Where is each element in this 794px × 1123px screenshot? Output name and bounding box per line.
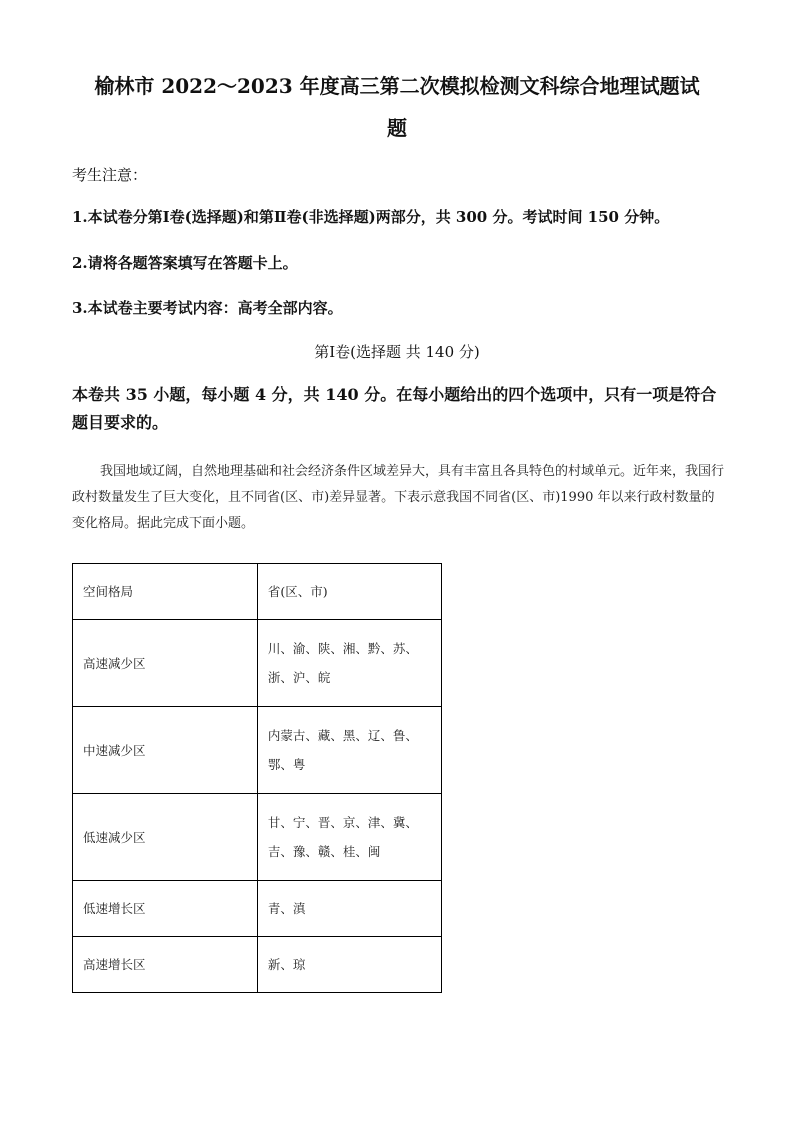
table-cell-pattern: 低速减少区	[73, 794, 258, 881]
table-cell-pattern: 中速减少区	[73, 707, 258, 794]
table-cell-provinces	[257, 620, 441, 707]
provinces-line: 川、渝、陕、湘、黔、苏、	[267, 641, 418, 656]
table-cell-pattern: 高速减少区	[73, 620, 258, 707]
reading-passage: 我国地域辽阔，自然地理基础和社会经济条件区域差异大，具有丰富且各具特色的村域单元。近年来，我国行政村数量发生了巨大变化，且不同省(区、市)差异显著。下表示意我国不同省(区、市)1990 年以来行政村数量的变化格局。据此完成下面小题。	[72, 464, 725, 531]
notice-item-2: 2.请将各题答案填写在答题卡上。	[72, 254, 298, 272]
provinces-line: 浙、沪、皖	[267, 670, 331, 685]
table-cell-provinces: 青、滇	[257, 881, 441, 937]
notice-heading: 考生注意：	[72, 166, 148, 184]
table-row	[73, 794, 442, 881]
table-row	[73, 937, 442, 993]
table-header-row	[73, 564, 442, 620]
table-row	[73, 881, 442, 937]
provinces-line: 吉、豫、赣、桂、闽	[267, 844, 381, 859]
provinces-line: 甘、宁、晋、京、津、冀、	[267, 815, 418, 830]
table-header-cell: 空间格局	[73, 564, 258, 620]
table-cell-pattern: 低速增长区	[73, 881, 258, 937]
document-title-line-2: 题	[387, 116, 407, 140]
notice-item-1: 1.本试卷分第Ⅰ卷(选择题)和第Ⅱ卷(非选择题)两部分，共 300 分。考试时间 150 分钟。	[72, 208, 670, 226]
provinces-line: 内蒙古、藏、黑、辽、鲁、	[267, 728, 418, 743]
table-header-cell: 省(区、市)	[257, 564, 441, 620]
provinces-line: 鄂、粤	[267, 757, 306, 772]
table-row	[73, 707, 442, 794]
table-cell-provinces	[257, 794, 441, 881]
table-cell-pattern: 高速增长区	[73, 937, 258, 993]
section-instructions: 本卷共 35 小题，每小题 4 分，共 140 分。在每小题给出的四个选项中，只有一项是符合题目要求的。	[72, 385, 717, 432]
document-title-line-1: 榆林市 2022～2023 年度高三第二次模拟检测文科综合地理试题试	[94, 74, 700, 98]
table-cell-provinces: 新、琼	[257, 937, 441, 993]
table-cell-provinces	[257, 707, 441, 794]
section-heading: 第Ⅰ卷(选择题 共 140 分)	[314, 343, 480, 361]
notice-item-3: 3.本试卷主要考试内容：高考全部内容。	[72, 299, 343, 317]
village-change-table	[72, 563, 442, 993]
table-row	[73, 620, 442, 707]
